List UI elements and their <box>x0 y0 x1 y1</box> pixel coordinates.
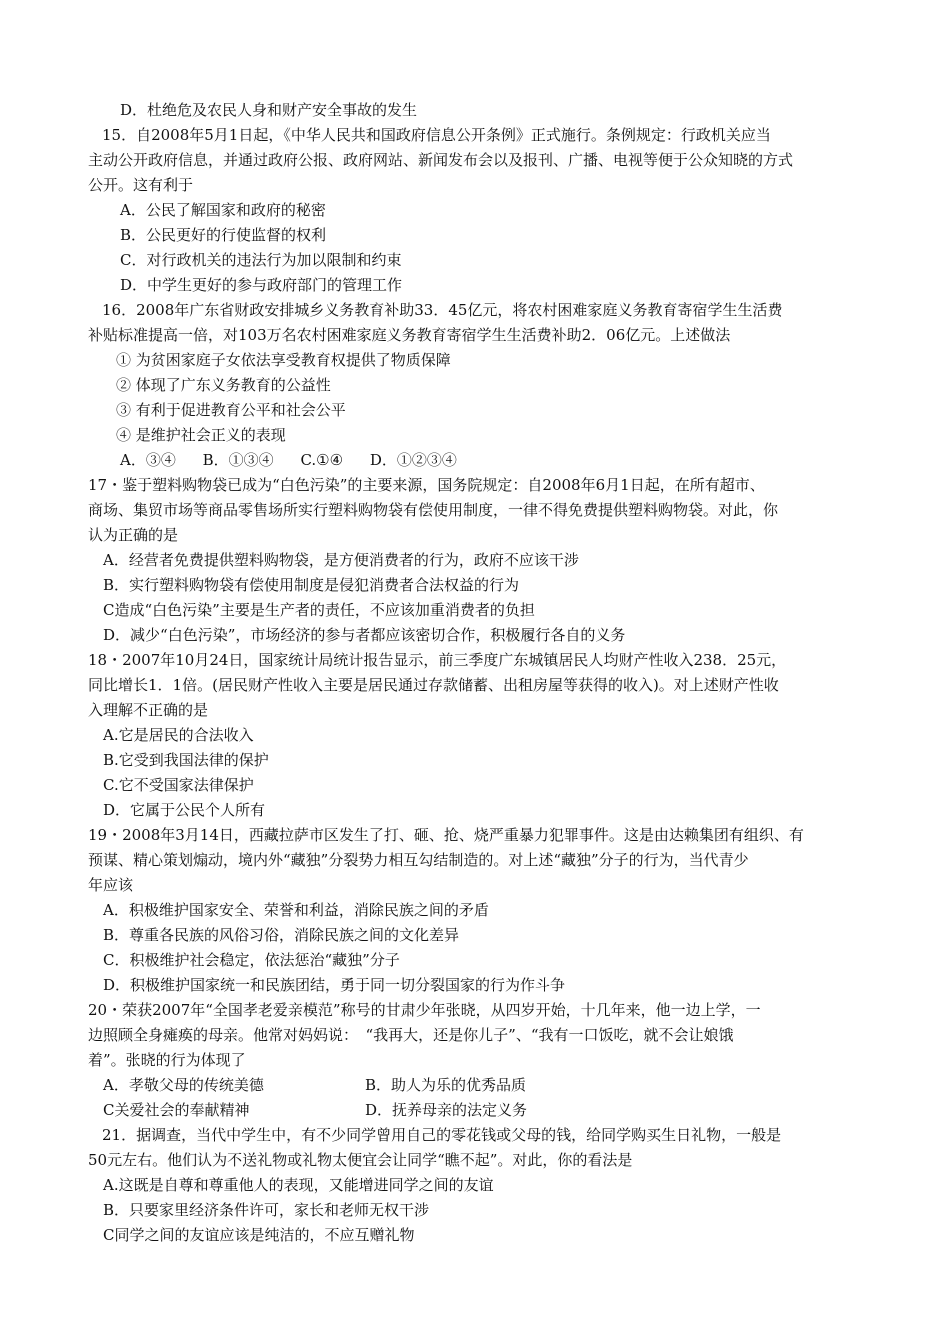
q21-option-b: B．只要家里经济条件许可，家长和老师无权干涉 <box>103 1201 430 1219</box>
q15-option-c: C．对行政机关的违法行为加以限制和约束 <box>120 251 402 269</box>
q20-option-c: C关爱社会的奉献精神 <box>103 1101 250 1119</box>
q16-choices <box>88 448 868 473</box>
q18-option-a: A.它是居民的合法收入 <box>103 726 254 744</box>
q15-option-d: D．中学生更好的参与政府部门的管理工作 <box>120 276 403 294</box>
q21-option-c: C同学之间的友谊应该是纯洁的，不应互赠礼物 <box>103 1226 415 1244</box>
question-20 <box>88 998 868 1123</box>
q18-stem-line: 入理解不正确的是 <box>88 701 209 719</box>
q17-stem-line: 17・鉴于塑料购物袋已成为“白色污染”的主要来源，国务院规定：自2008年6月1日起，在所有超市、 <box>88 476 765 494</box>
q16-item-1: ① 为贫困家庭子女依法享受教育权提供了物质保障 <box>116 351 451 369</box>
q17-option-c: C造成“白色污染”主要是生产者的责任，不应该加重消费者的负担 <box>103 601 535 619</box>
q20-stem-line: 着”。张晓的行为体现了 <box>88 1051 246 1069</box>
q14-option-d: D．杜绝危及农民人身和财产安全事故的发生 <box>120 101 418 119</box>
q19-option-a: A．积极维护国家安全、荣誉和利益，消除民族之间的矛盾 <box>103 901 489 919</box>
q15-stem-line: 15．自2008年5月1日起，《中华人民共和国政府信息公开条例》正式施行。条例规定：行政机关应当 <box>102 126 771 144</box>
q15-stem-line: 主动公开政府信息，并通过政府公报、政府网站、新闻发布会以及报刊、广播、电视等便于公众知晓的方式 <box>88 151 794 169</box>
q16-item-4: ④ 是维护社会正义的表现 <box>116 426 286 444</box>
q17-stem-line: 商场、集贸市场等商品零售场所实行塑料购物袋有偿使用制度，一律不得免费提供塑料购物袋。对此，你 <box>88 501 779 519</box>
q19-option-d: D．积极维护国家统一和民族团结，勇于同一切分裂国家的行为作斗争 <box>103 976 566 994</box>
exam-page <box>88 98 868 1248</box>
question-18 <box>88 648 868 823</box>
q15-option-b: B．公民更好的行使监督的权利 <box>120 226 327 244</box>
q19-option-c: C．积极维护社会稳定，依法惩治“藏独”分子 <box>103 951 400 969</box>
q16-item-3: ③ 有利于促进教育公平和社会公平 <box>116 401 346 419</box>
q18-option-d: D．它属于公民个人所有 <box>103 801 266 819</box>
q16-stem-line: 补贴标准提高一倍，对103万名农村困难家庭义务教育寄宿学生生活费补助2．06亿元。上述做法 <box>88 326 731 344</box>
q18-stem-line: 同比增长1．1倍。(居民财产性收入主要是居民通过存款储蓄、出租房屋等获得的收入)。对上述财产性收 <box>88 676 779 694</box>
q20-option-d: D．抚养母亲的法定义务 <box>365 1101 528 1119</box>
q20-stem-line: 边照顾全身瘫痪的母亲。他常对妈妈说： “我再大，还是你儿子”、“我有一口饭吃，就不会让娘饿 <box>88 1026 734 1044</box>
question-15 <box>88 123 868 298</box>
q19-stem-line: 年应该 <box>88 876 134 894</box>
q20-options-row-1 <box>88 1073 868 1098</box>
q16-item-2: ② 体现了广东义务教育的公益性 <box>116 376 331 394</box>
q19-stem-line: 预谋、精心策划煽动，境内外“藏独”分裂势力相互勾结制造的。对上述“藏独”分子的行为，当代青少 <box>88 851 749 869</box>
q20-options-row-2 <box>88 1098 868 1123</box>
q17-option-b: B．实行塑料购物袋有偿使用制度是侵犯消费者合法权益的行为 <box>103 576 520 594</box>
q20-option-a: A．孝敬父母的传统美德 <box>103 1076 264 1094</box>
q17-option-d: D．减少“白色污染”，市场经济的参与者都应该密切合作，积极履行各自的义务 <box>103 626 626 644</box>
question-16 <box>88 298 868 473</box>
q15-stem-line: 公开。这有利于 <box>88 176 194 194</box>
question-19 <box>88 823 868 998</box>
q16-stem-line: 16．2008年广东省财政安排城乡义务教育补助33．45亿元，将农村困难家庭义务教育寄宿学生生活费 <box>102 301 783 319</box>
q16-choice-a: A．③④ <box>120 451 176 469</box>
q19-option-b: B．尊重各民族的风俗习俗，消除民族之间的文化差异 <box>103 926 460 944</box>
q16-choice-b: B．①③④ <box>202 451 274 469</box>
q15-option-a: A．公民了解国家和政府的秘密 <box>120 201 326 219</box>
q19-stem-line: 19・2008年3月14日，西藏拉萨市区发生了打、砸、抢、烧严重暴力犯罪事件。这是由达赖集团有组织、有 <box>88 826 804 844</box>
q17-option-a: A．经营者免费提供塑料购物袋，是方便消费者的行为，政府不应该干涉 <box>103 551 579 569</box>
q20-option-b: B．助人为乐的优秀品质 <box>365 1076 527 1094</box>
q16-choice-c: C.①④ <box>300 451 344 469</box>
q17-stem-line: 认为正确的是 <box>88 526 179 544</box>
q21-stem-line: 21．据调查，当代中学生中，有不少同学曾用自己的零花钱或父母的钱，给同学购买生日礼物，一般是 <box>102 1126 782 1144</box>
q16-choice-d: D．①②③④ <box>369 451 457 469</box>
q20-stem-line: 20・荣获2007年“全国孝老爱亲模范”称号的甘肃少年张晓，从四岁开始，十几年来，他一边上学，一 <box>88 1001 761 1019</box>
q18-stem-line: 18・2007年10月24日，国家统计局统计报告显示，前三季度广东城镇居民人均财产性收入238．25元， <box>88 651 787 669</box>
q18-option-b: B.它受到我国法律的保护 <box>103 751 269 769</box>
q21-option-a: A.这既是自尊和尊重他人的表现，又能增进同学之间的友谊 <box>103 1176 494 1194</box>
q21-stem-line: 50元左右。他们认为不送礼物或礼物太便宜会让同学“瞧不起”。对此，你的看法是 <box>88 1151 633 1169</box>
q18-option-c: C.它不受国家法律保护 <box>103 776 254 794</box>
question-17 <box>88 473 868 648</box>
question-21 <box>88 1123 868 1248</box>
